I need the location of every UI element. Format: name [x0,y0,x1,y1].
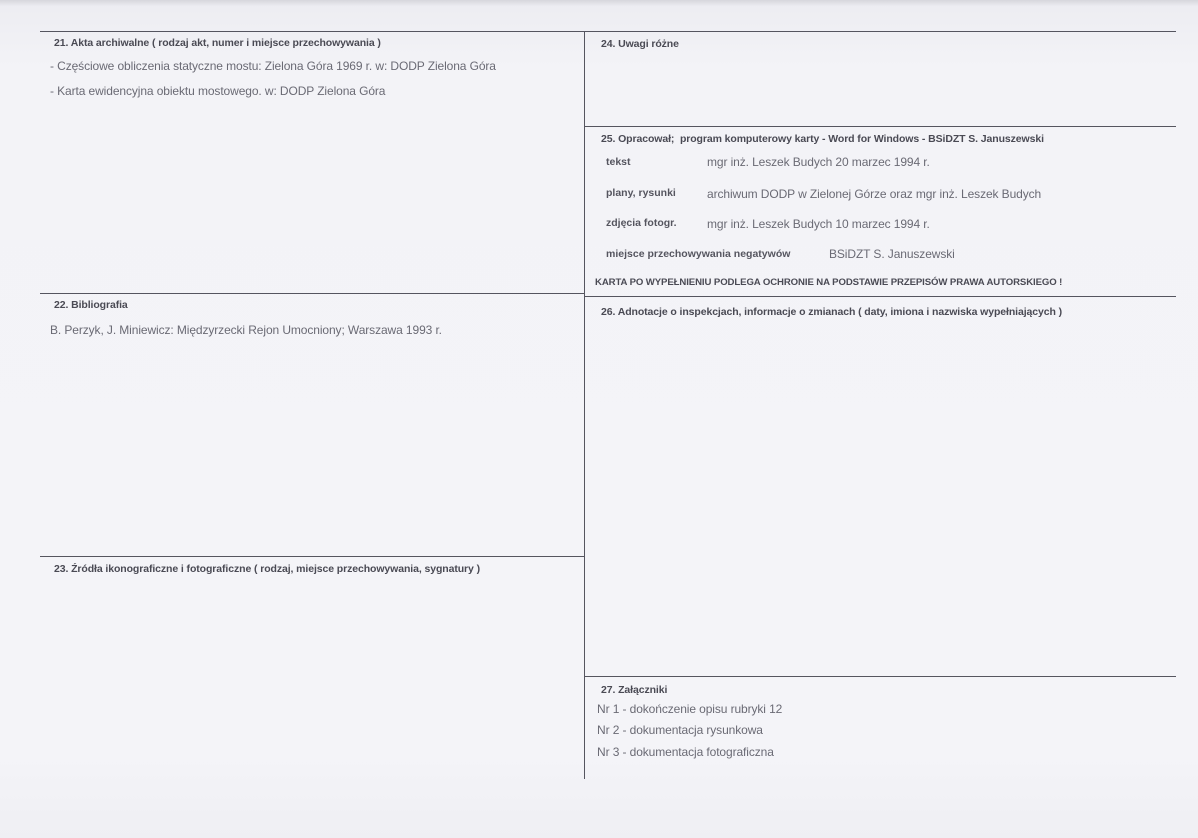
rule-25-26 [585,296,1176,297]
top-rule [40,31,1176,32]
section-25-row-4-label: miejsce przechowywania negatywów [606,248,791,260]
section-25-row-1-value: mgr inż. Leszek Budych 20 marzec 1994 r. [707,155,930,169]
rule-22-23 [40,556,585,557]
section-25-row-3-label: zdjęcia fotogr. [606,217,677,229]
section-25-label-text: 25. Opracował; [601,133,675,145]
section-25-row-2-value: archiwum DODP w Zielonej Górze oraz mgr inż. Leszek Budych [707,187,1042,201]
section-27-title: 27. Załączniki [601,684,668,696]
section-25-row-4-value: BSiDZT S. Januszewski [829,247,955,261]
copyright-notice: KARTA PO WYPEŁNIENIU PODLEGA OCHRONIE NA PODSTAWIE PRZEPISÓW PRAWA AUTORSKIEGO ! [595,277,1063,288]
rule-21-22 [40,293,585,294]
section-25-row-2-label: plany, rysunki [606,187,676,199]
section-25-program: program komputerowy karty - Word for Windows - BSiDZT S. Januszewski [679,133,1044,145]
section-24-title: 24. Uwagi różne [601,38,679,50]
section-22-item-1: B. Perzyk, J. Miniewicz: Międzyrzecki Rejon Umocniony; Warszawa 1993 r. [50,323,442,337]
card-top-edge [0,0,1198,6]
rule-26-27 [585,676,1176,677]
section-25-row-1-label: tekst [606,156,631,168]
center-divider [584,31,585,779]
section-25-row-3-value: mgr inż. Leszek Budych 10 marzec 1994 r. [707,217,930,231]
section-25-label [601,132,1044,146]
section-27-item-2: Nr 2 - dokumentacja rysunkowa [597,723,763,737]
section-21-item-1: - Częściowe obliczenia statyczne mostu: Zielona Góra 1969 r. w: DODP Zielona Góra [50,59,496,73]
section-21-title: 21. Akta archiwalne ( rodzaj akt, numer i miejsce przechowywania ) [54,37,381,49]
section-21-item-2: - Karta ewidencyjna obiektu mostowego. w: DODP Zielona Góra [50,84,386,98]
section-27-item-3: Nr 3 - dokumentacja fotograficzna [597,745,774,759]
section-26-title: 26. Adnotacje o inspekcjach, informacje o zmianach ( daty, imiona i nazwiska wypełniających ) [601,306,1063,318]
section-23-title: 23. Źródła ikonograficzne i fotograficzne ( rodzaj, miejsce przechowywania, sygnatury ) [54,563,480,575]
section-22-title: 22. Bibliografia [54,299,128,311]
rule-24-25 [585,126,1176,127]
section-27-item-1: Nr 1 - dokończenie opisu rubryki 12 [597,702,783,716]
